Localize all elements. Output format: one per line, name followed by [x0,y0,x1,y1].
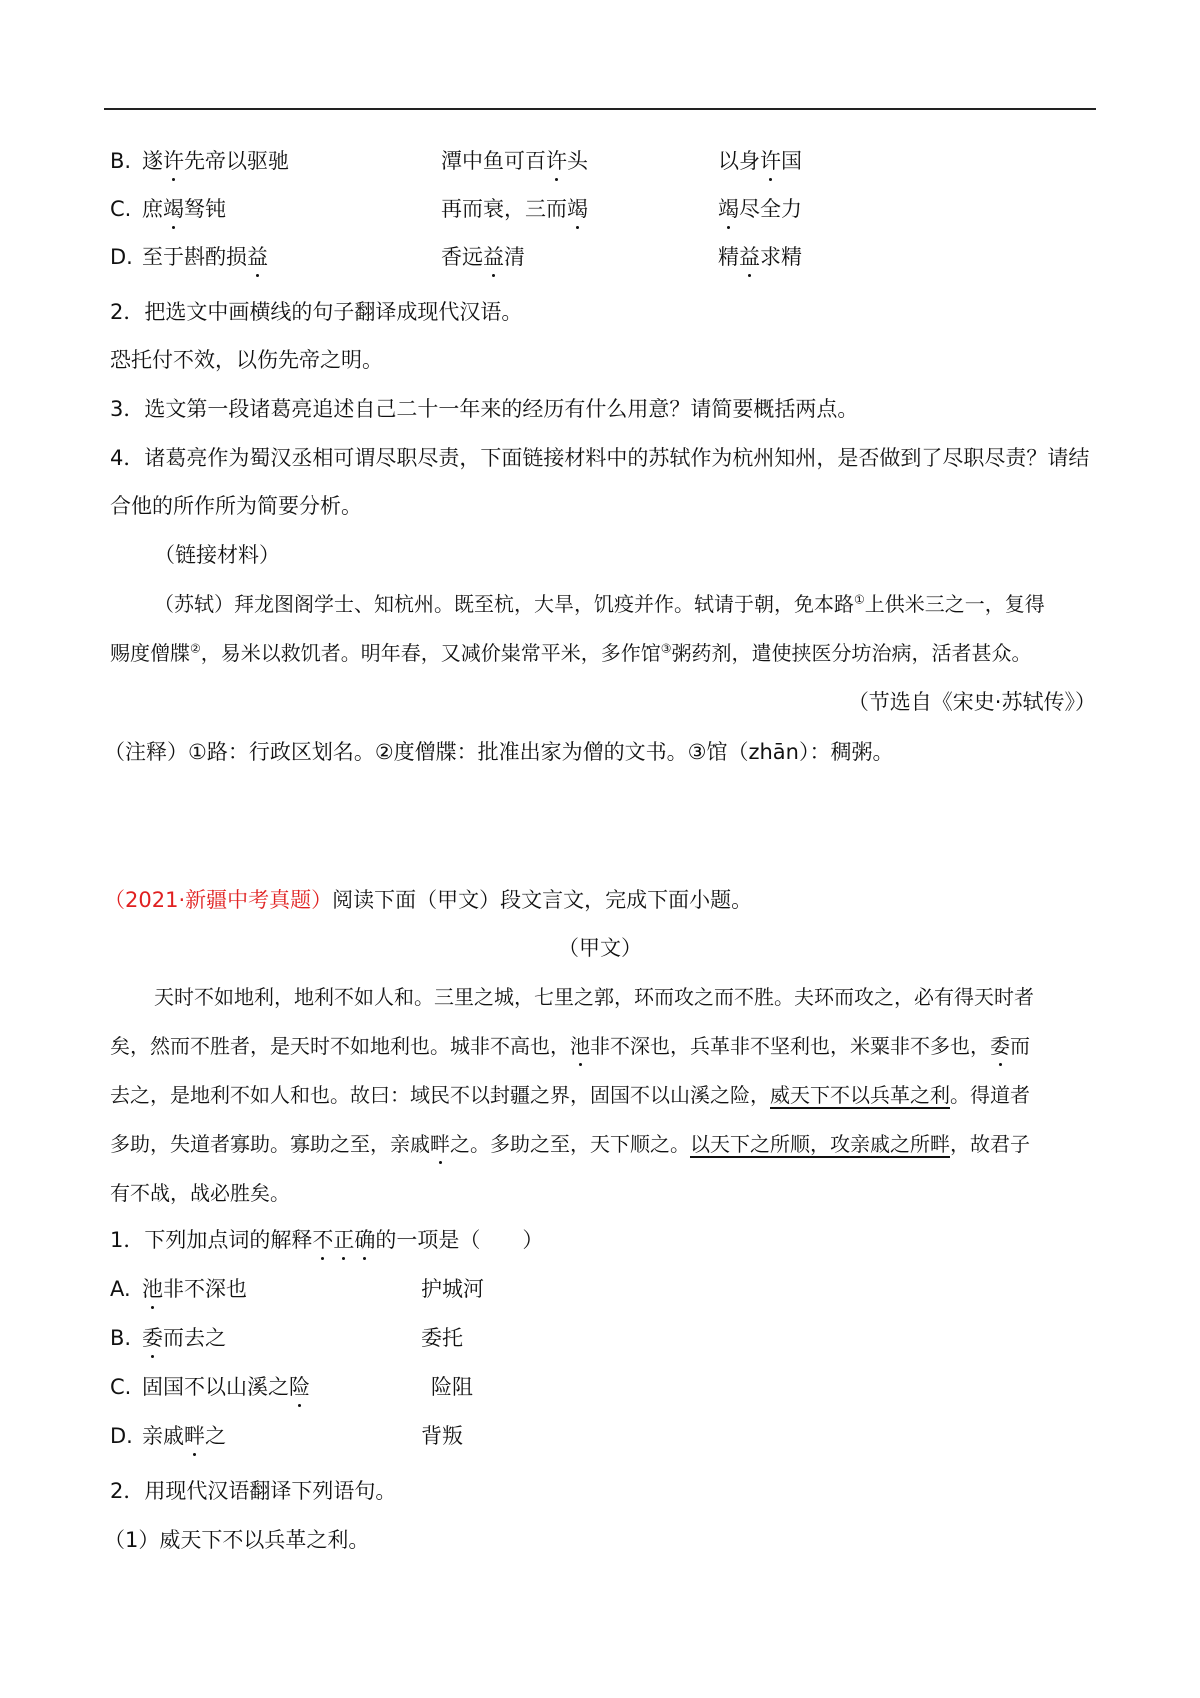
passage-line-5: 有不战，战必胜矣。 [110,1181,290,1205]
passage-line-4: 多助，失道者寡助。寡助之至，亲戚畔之。多助之至，天下顺之。以天下之所顺，攻亲戚之所畔，故君子 [110,1129,1030,1159]
passage-line-3: 去之，是地利不如人和也。故曰：域民不以封疆之界，固国不以山溪之险，威天下不以兵革之利。得道者 [110,1083,1030,1107]
q1-option-b-phrase-1: 遂许先帝以驱驰 [142,146,289,176]
section2-q1-prompt: 1．下列加点词的解释不正确的一项是（ ） [110,1225,543,1255]
section2-option-d-letter: D. [110,1424,133,1448]
passage-line-1: 天时不如地利，地利不如人和。三里之城，七里之郭，环而攻之而不胜。夫环而攻之，必有得天时者 [154,985,1034,1009]
exam-source-tag: （2021·新疆中考真题） [104,888,333,912]
section2-option-c-meaning: 险阻 [431,1375,473,1399]
q1-option-d-phrase-3: 精益求精 [718,242,802,272]
section2-option-a-meaning: 护城河 [421,1277,484,1301]
section2-q2-item-1: （1）威天下不以兵革之利。 [104,1528,370,1552]
link-material-line-1: （苏轼）拜龙图阁学士、知杭州。既至杭，大旱，饥疫并作。轼请于朝，免本路①上供米三之一，复得 [154,592,1045,616]
section2-title: （甲文） [558,936,642,960]
q1-option-d-phrase-2: 香远益清 [441,242,525,272]
section2-option-c-phrase: 固国不以山溪之险 [142,1372,310,1402]
q1-option-c-phrase-1: 庶竭驽钝 [142,194,226,224]
q1-option-b-phrase-3: 以身许国 [718,146,802,176]
q2-sentence: 恐托付不效，以伤先帝之明。 [110,348,383,372]
link-material-line-2: 赐度僧牒②，易米以救饥者。明年春，又减价粜常平米，多作馆③粥药剂，遣使挟医分坊治病，活者甚众。 [110,641,1032,665]
q1-option-c-letter: C. [110,197,132,221]
section2-q2-prompt: 2．用现代汉语翻译下列语句。 [110,1479,397,1503]
passage-line-2: 矣，然而不胜者，是天时不如地利也。城非不高也，池非不深也，兵革非不坚利也，米粟非不多也，委而 [110,1031,1030,1061]
link-material-source: （节选自《宋史·苏轼传》） [847,690,1096,714]
section2-option-b-phrase: 委而去之 [142,1323,226,1353]
q1-option-b-phrase-2: 潭中鱼可百许头 [441,146,588,176]
q1-option-d-letter: D. [110,245,133,269]
q3-prompt: 3．选文第一段诸葛亮追述自己二十一年来的经历有什么用意？请简要概括两点。 [110,397,859,421]
section2-option-c-letter: C. [110,1375,132,1399]
q1-option-c-phrase-3: 竭尽全力 [718,194,802,224]
header-rule [104,108,1096,110]
q4-prompt-line-2: 合他的所作所为简要分析。 [110,494,362,518]
q1-option-d-phrase-1: 至于斟酌损益 [142,242,268,272]
q1-option-c-phrase-2: 再而衰，三而竭 [441,194,588,224]
section2-option-d-phrase: 亲戚畔之 [142,1421,226,1451]
section2-option-b-meaning: 委托 [421,1326,463,1350]
section2-option-a-letter: A. [110,1277,131,1301]
section2-option-b-letter: B. [110,1326,132,1350]
section2-option-d-meaning: 背叛 [421,1424,463,1448]
section2-header: （2021·新疆中考真题）阅读下面（甲文）段文言文，完成下面小题。 [104,888,753,912]
q2-prompt: 2．把选文中画横线的句子翻译成现代汉语。 [110,300,523,324]
link-material-notes: （注释）①路：行政区划名。②度僧牒：批准出家为僧的文书。③馆（zhān）：稠粥。 [104,740,894,764]
q4-prompt-line-1: 4．诸葛亮作为蜀汉丞相可谓尽职尽责，下面链接材料中的苏轼作为杭州知州，是否做到了尽职尽责？请结 [110,446,1090,470]
link-material-heading: （链接材料） [154,543,280,567]
section2-option-a-phrase: 池非不深也 [142,1274,247,1304]
q1-option-b-letter: B. [110,149,132,173]
